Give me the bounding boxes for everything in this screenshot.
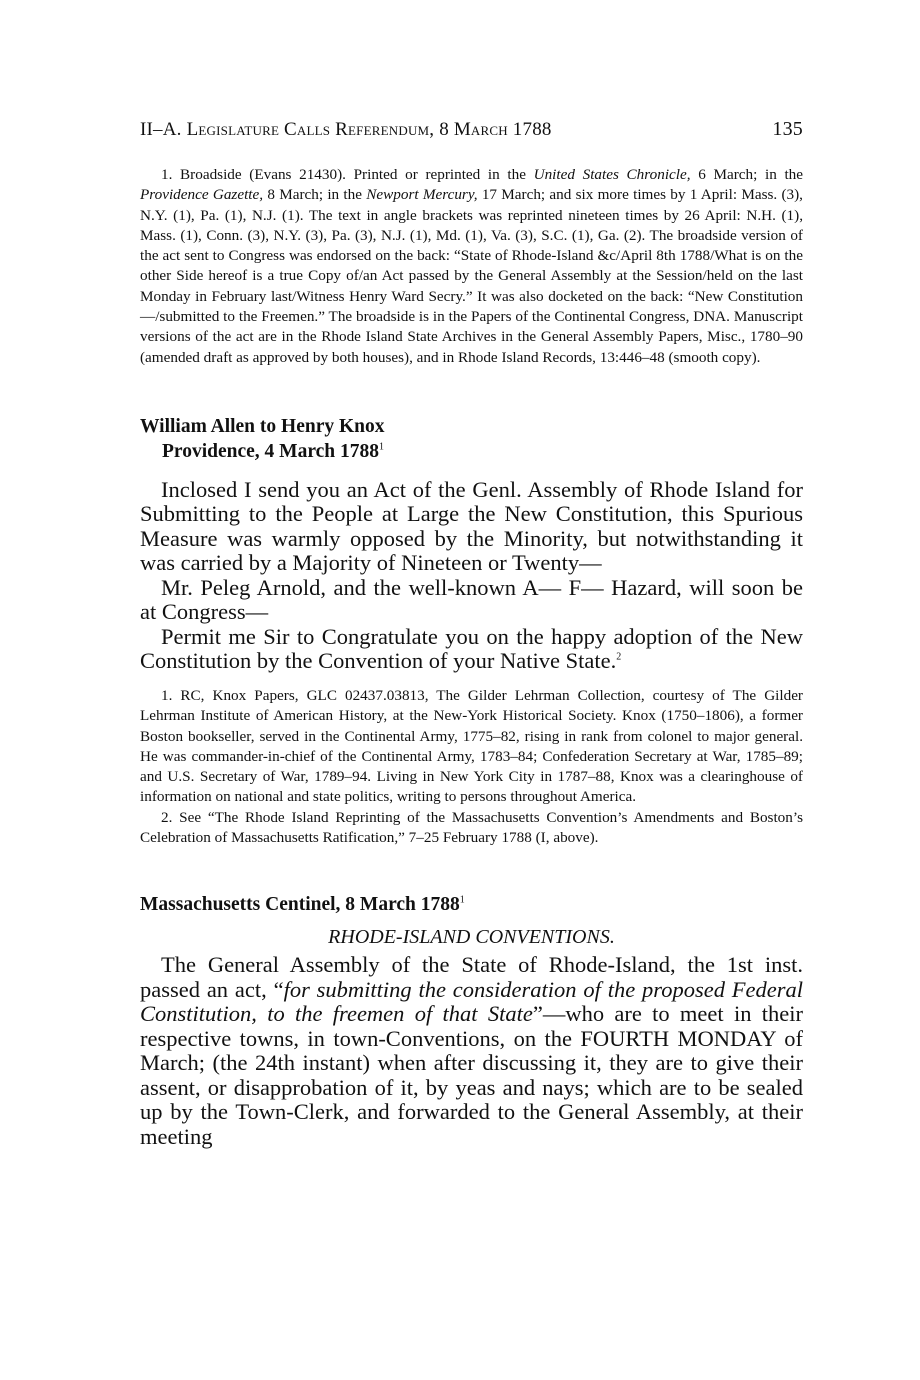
letter-paragraph: Inclosed I send you an Act of the Genl. Assembly of Rhode Island for Submitting to the People at Large the New Constitution, this Spurious Measure was warmly opposed by the Minority, but notwithstanding it was carried by a Majority of Nineteen or Twenty—	[140, 476, 803, 576]
letter-paragraph	[140, 625, 803, 674]
centinel-paragraph	[140, 953, 803, 1149]
footnote-1: 1. RC, Knox Papers, GLC 02437.03813, The Gilder Lehrman Collection, courtesy of The Gilder Lehrman Institute of American History, at the New-York Historical Society. Knox (1750–1806), a former Boston bookseller, served in the Continental Army, 1775–82, rising in rank from colonel to major general. He was commander-in-chief of the Continental Army, 1783–84; Confederation Secretary at War, 1785–89; and U.S. Secretary of War, 1789–94. Living in New York City in 1787–88, Knox was a clearinghouse of information on national and state politics, writing to persons throughout America.	[140, 686, 803, 806]
note-text: 17 March; and six more times by 1 April: Mass. (3), N.Y. (1), Pa. (1), N.J. (1). The text in angle brackets was reprinted nineteen times by 26 April: N.H. (1), Mass. (1), Conn. (3), N.Y. (3), Pa. (3), N.J. (1), Md. (1), Va. (3), S.C. (1), Ga. (2). The broadside version of the act sent to Congress was endorsed on the back: “State of Rhode-Island &c/April 8th 1788/What is on the other Side hereof is a true Copy of/an Act passed by the General Assembly at the Session/held on the last Monday in February last/Witness Henry Ward Secry.” It was also docketed on the back: “New Constitution—/submitted to the Freemen.” The broadside is in the Papers of the Continental Congress, DNA. Manuscript versions of the act are in the Rhode Island State Archives in the General Assembly Papers, Misc., 1780–90 (amended draft as approved by both houses), and in Rhode Island Records, 13:446–48 (smooth copy).	[140, 186, 803, 366]
footnote-ref: 1	[379, 441, 384, 453]
note-text: 8 March; in the	[263, 186, 367, 204]
centinel-quote: for submitting the consideration of the proposed Federal Constitution, to the freemen of that State	[140, 976, 804, 1027]
source-note-broadside	[140, 165, 803, 368]
letter-paragraph-text: Permit me Sir to Congratulate you on the happy adoption of the New Constitution by the Convention of your Native State.	[140, 623, 803, 674]
letter-heading	[140, 414, 803, 439]
footnote-ref: 1	[459, 894, 465, 906]
centinel-text: ”—who are to meet in their respective towns, in town-Conventions, on the FOURTH MONDAY of March; (the 24th instant) when after discussing it, they are to give their assent, or disapprobation of it, by yeas and nays; which are to be sealed up by the Town-Clerk, and forwarded to the General Assembly, at their meeting	[140, 1001, 803, 1149]
newspaper-title: Providence Gazette,	[140, 186, 264, 204]
centinel-subtitle: RHODE-ISLAND CONVENTIONS.	[328, 926, 615, 949]
centinel-text: The General Assembly of the State of Rhode-Island, the 1st inst. passed an act, “	[140, 952, 803, 1002]
running-head	[140, 118, 803, 141]
centinel-heading	[140, 892, 803, 917]
letter-dateline	[140, 439, 803, 464]
newspaper-title: United States Chronicle,	[533, 166, 691, 183]
note-text: 1. Broadside (Evans 21430). Printed or reprinted in the	[161, 166, 534, 183]
newspaper-title: Newport Mercury,	[366, 186, 478, 204]
document-page	[140, 118, 803, 1149]
footnote-ref: 2	[616, 651, 622, 663]
note-text: 6 March; in the	[690, 166, 804, 183]
centinel-heading-text: Massachusetts Centinel, 8 March 1788	[140, 894, 460, 916]
page-number: 135	[772, 118, 803, 140]
letter-dateline-text: Providence, 4 March 1788	[162, 440, 379, 462]
footnote-2: 2. See “The Rhode Island Reprinting of the Massachusetts Convention’s Amendments and Boston’s Celebration of Massachusetts Ratification,” 7–25 February 1788 (I, above).	[140, 808, 803, 847]
letter-paragraph: Mr. Peleg Arnold, and the well-known A— F— Hazard, will soon be at Congress—	[140, 574, 803, 625]
running-head-title: II–A. Legislature Calls Referendum, 8 March 1788	[140, 119, 552, 140]
letter-heading-text: William Allen to Henry Knox	[140, 415, 385, 437]
